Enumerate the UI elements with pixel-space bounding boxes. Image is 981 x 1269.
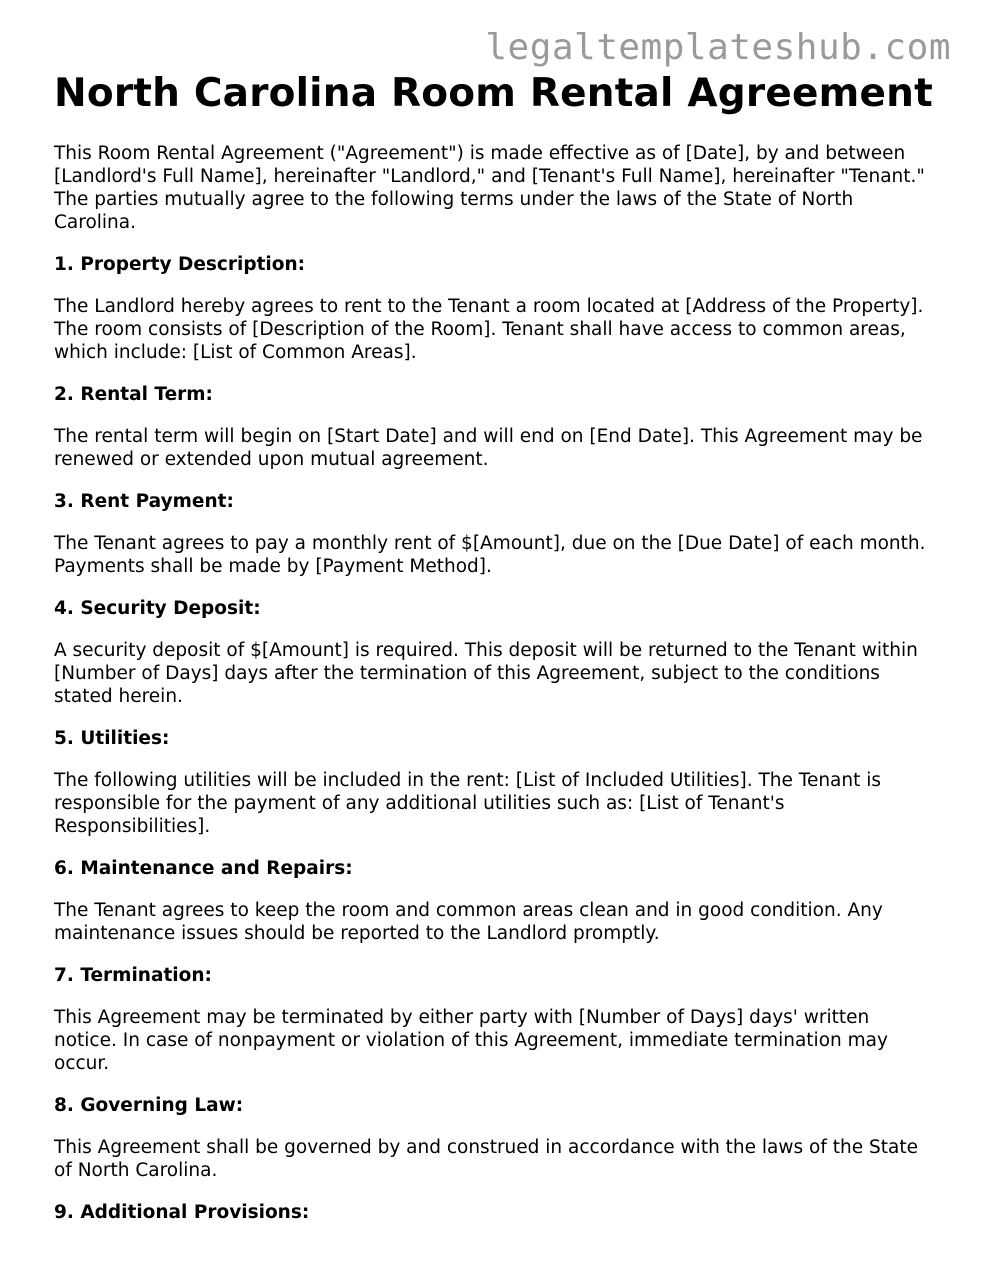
section-body-maintenance: The Tenant agrees to keep the room and common areas clean and in good condition. Any maintenance issues should be reported to the Landlord promptly.	[54, 900, 883, 944]
intro-paragraph: This Room Rental Agreement ("Agreement") is made effective as of [Date], by and between [Landlord's Full Name], hereinafter "Landlord," and [Tenant's Full Name], hereinafter "Tenant." The parties mutually agree to the following terms under the laws of the State of North Carolina.	[54, 143, 925, 233]
section-body-property-description: The Landlord hereby agrees to rent to the Tenant a room located at [Address of the Property]. The room consists of [Description of the Room]. Tenant shall have access to common areas, which include: [List of Common Areas].	[54, 296, 924, 363]
section-heading-termination: 7. Termination:	[54, 965, 212, 986]
section-heading-additional-provisions: 9. Additional Provisions:	[54, 1202, 310, 1223]
section-body-termination: This Agreement may be terminated by either party with [Number of Days] days' written notice. In case of nonpayment or violation of this Agreement, immediate termination may occur.	[54, 1007, 888, 1074]
section-body-security-deposit: A security deposit of $[Amount] is required. This deposit will be returned to the Tenant within [Number of Days] days after the termination of this Agreement, subject to the conditions stated herein.	[54, 640, 918, 707]
section-heading-rental-term: 2. Rental Term:	[54, 384, 213, 405]
section-heading-rent-payment: 3. Rent Payment:	[54, 491, 234, 512]
watermark: legaltemplateshub.com	[485, 27, 951, 68]
section-heading-property-description: 1. Property Description:	[54, 254, 306, 275]
section-heading-maintenance: 6. Maintenance and Repairs:	[54, 858, 353, 879]
document-page	[54, 68, 934, 1243]
section-body-rent-payment: The Tenant agrees to pay a monthly rent of $[Amount], due on the [Due Date] of each month. Payments shall be made by [Payment Method].	[54, 533, 926, 577]
section-heading-governing-law: 8. Governing Law:	[54, 1095, 244, 1116]
document-title: North Carolina Room Rental Agreement	[54, 71, 933, 116]
section-body-rental-term: The rental term will begin on [Start Date] and will end on [End Date]. This Agreement may be renewed or extended upon mutual agreement.	[54, 426, 923, 470]
section-body-governing-law: This Agreement shall be governed by and construed in accordance with the laws of the State of North Carolina.	[54, 1137, 918, 1181]
section-heading-utilities: 5. Utilities:	[54, 728, 170, 749]
section-heading-security-deposit: 4. Security Deposit:	[54, 598, 261, 619]
section-body-utilities: The following utilities will be included in the rent: [List of Included Utilities]. The Tenant is responsible for the payment of any additional utilities such as: [List of Tenant's Responsibilities].	[54, 770, 882, 837]
